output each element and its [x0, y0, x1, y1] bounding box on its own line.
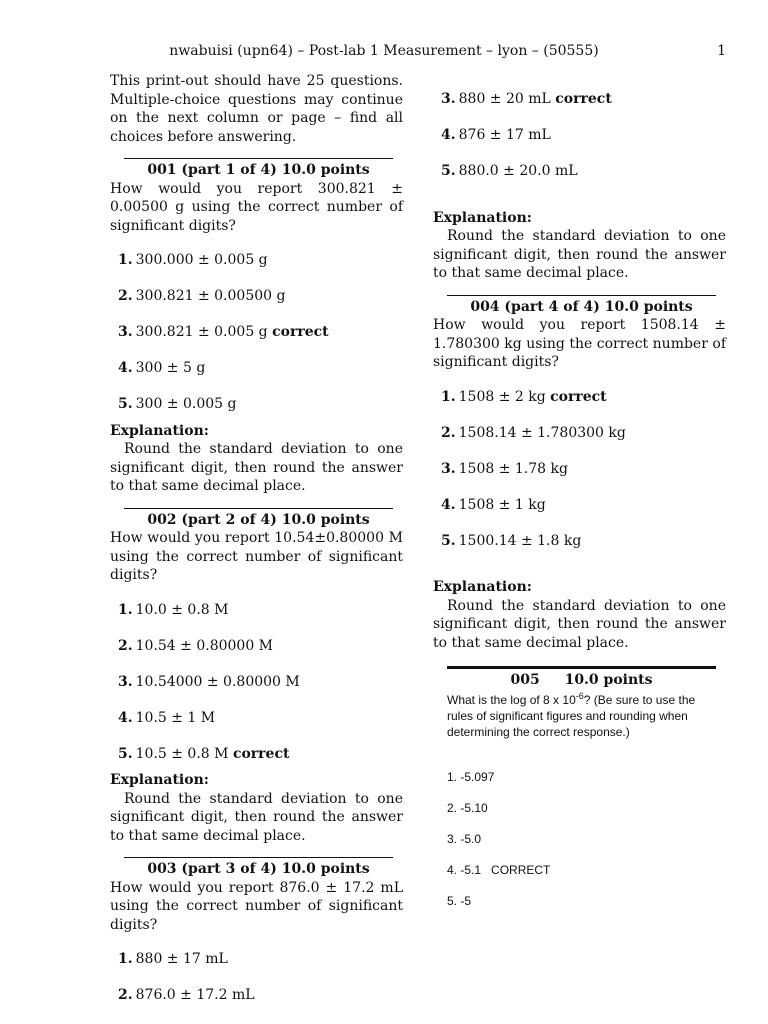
choice-number: 4.: [441, 127, 456, 143]
choice-number: 1.: [118, 252, 133, 268]
question-004: [433, 295, 726, 653]
choice-text: 876.0 ± 17.2 mL: [135, 987, 255, 1003]
choice-item: [118, 637, 403, 656]
choice-item: [441, 90, 726, 109]
choice-item: [441, 162, 726, 181]
choice-text: 300.821 ± 0.005 g: [135, 324, 268, 340]
question-points: 10.0 points: [564, 672, 653, 688]
choice-item: [118, 673, 403, 692]
choice-list-continued: [433, 90, 726, 181]
choice-number: 1.: [118, 951, 133, 967]
explanation-label: Explanation:: [433, 209, 532, 226]
intro-text: This print-out should have 25 questions. Multiple-choice questions may continue on the next column or page – find all choices before answering.: [110, 73, 403, 145]
choice-number: 1.: [118, 601, 133, 618]
choice-text: 1508.14 ± 1.780300 kg: [458, 424, 626, 441]
choice-text: 300 ± 5 g: [135, 360, 206, 376]
choice-number: 2.: [118, 987, 133, 1003]
choice-item: [118, 745, 403, 764]
choice-text: 1508 ± 1 kg: [458, 496, 546, 513]
choice-text: 300 ± 0.005 g: [135, 396, 237, 412]
choice-text: 10.54 ± 0.80000 M: [135, 637, 274, 654]
question-prompt: What is the log of 8 x $10^{-6}$? (Be sure to use the rules of significant figures and rounding when determining the correct response.): [447, 691, 696, 739]
choice-text: 1500.14 ± 1.8 kg: [458, 532, 582, 549]
choice-number: 2.: [118, 288, 133, 304]
choice-text: 10.5 ± 1 M: [135, 709, 216, 726]
choice-number: 5.: [441, 163, 456, 179]
choice-item: [118, 251, 403, 270]
choice-item: 1. -5.097: [447, 770, 495, 784]
choice-text: 10.5 ± 0.8 M: [135, 745, 229, 762]
question-prompt: How would you report 876.0 ± 17.2 mL using the correct number of significant digits?: [110, 879, 403, 933]
correct-tag: correct: [272, 324, 329, 340]
left-column: [110, 72, 403, 1022]
question-heading: 002 (part 2 of 4) 10.0 points: [124, 508, 393, 530]
choice-text: 1508 ± 2 kg: [458, 388, 546, 405]
choice-number: 4.: [118, 709, 133, 726]
choice-item: [441, 424, 726, 443]
choice-list: [433, 388, 726, 551]
choice-text: 300.000 ± 0.005 g: [135, 252, 268, 268]
choice-item: 2. -5.10: [447, 801, 488, 815]
explanation-text: Round the standard deviation to one significant digit, then round the answer to that same decimal place.: [433, 228, 726, 281]
choice-item: [118, 986, 403, 1005]
question-heading: 003 (part 3 of 4) 10.0 points: [124, 857, 393, 879]
choice-text: 880.0 ± 20.0 mL: [458, 163, 578, 179]
question-001: [110, 158, 403, 496]
choice-item: 4. -5.1 CORRECT: [447, 863, 551, 877]
choice-item: 3. -5.0: [447, 832, 482, 846]
choice-item: [118, 359, 403, 378]
question-003: [110, 857, 403, 1005]
choice-item: [118, 287, 403, 306]
explanation-text: Round the standard deviation to one significant digit, then round the answer to that same decimal place.: [110, 441, 403, 494]
choice-text: 10.54000 ± 0.80000 M: [135, 673, 300, 690]
question-heading: 001 (part 1 of 4) 10.0 points: [124, 158, 393, 180]
explanation-text: Round the standard deviation to one significant digit, then round the answer to that same decimal place.: [433, 597, 726, 651]
choice-number: 2.: [118, 637, 133, 654]
choice-item: [441, 460, 726, 479]
choice-item: [118, 395, 403, 414]
explanation-label: Explanation:: [433, 579, 532, 595]
choice-number: 4.: [441, 496, 456, 513]
choice-number: 2.: [441, 424, 456, 441]
choice-number: 5.: [441, 532, 456, 549]
choice-list: [110, 601, 403, 764]
choice-item: [118, 601, 403, 620]
question-005-pasted-image: [447, 666, 716, 909]
choice-number: 5.: [118, 745, 133, 762]
choice-item: 5. -5: [447, 894, 472, 908]
choice-text: 876 ± 17 mL: [458, 127, 551, 143]
choice-list: [110, 950, 403, 1005]
page-header: [0, 42, 768, 62]
explanation-label: Explanation:: [110, 772, 209, 788]
choice-number: 3.: [441, 91, 456, 107]
choice-item: [118, 709, 403, 728]
choice-list: [110, 251, 403, 414]
choice-text: 10.0 ± 0.8 M: [135, 601, 229, 618]
right-column: [433, 90, 726, 909]
question-heading: 004 (part 4 of 4) 10.0 points: [447, 295, 716, 317]
explanation-label: Explanation:: [110, 422, 209, 439]
page-number: 1: [717, 43, 726, 59]
choice-number: 3.: [118, 324, 133, 340]
header-title: nwabuisi (upn64) – Post-lab 1 Measurement – lyon – (50555): [169, 43, 599, 59]
question-prompt: How would you report 1508.14 ± 1.780300 kg using the correct number of significant digits?: [433, 317, 726, 370]
choice-number: 5.: [118, 396, 133, 412]
question-002: [110, 508, 403, 846]
choice-item: [441, 388, 726, 407]
question-prompt: How would you report 10.54±0.80000 M using the correct number of significant digits?: [110, 530, 403, 583]
choice-item: [441, 532, 726, 551]
choice-text: 1508 ± 1.78 kg: [458, 460, 568, 477]
choice-number: 3.: [441, 460, 456, 477]
correct-tag: correct: [550, 388, 607, 405]
choice-number: 3.: [118, 673, 133, 690]
question-number: 005: [510, 672, 540, 688]
question-heading: [447, 666, 716, 688]
choice-text: 300.821 ± 0.00500 g: [135, 288, 286, 304]
choice-item: [118, 950, 403, 969]
explanation-text: Round the standard deviation to one significant digit, then round the answer to that same decimal place.: [110, 790, 403, 844]
question-prompt: How would you report 300.821 ± 0.00500 g using the correct number of significant digits?: [110, 180, 403, 234]
choice-item: [118, 323, 403, 342]
choice-item: [441, 126, 726, 145]
choice-number: 1.: [441, 388, 456, 405]
correct-tag: correct: [555, 91, 612, 107]
correct-tag: correct: [232, 745, 290, 762]
choice-item: [441, 496, 726, 515]
choice-text: 880 ± 17 mL: [135, 951, 228, 967]
choice-number: 4.: [118, 360, 133, 376]
choice-text: 880 ± 20 mL: [458, 91, 551, 107]
